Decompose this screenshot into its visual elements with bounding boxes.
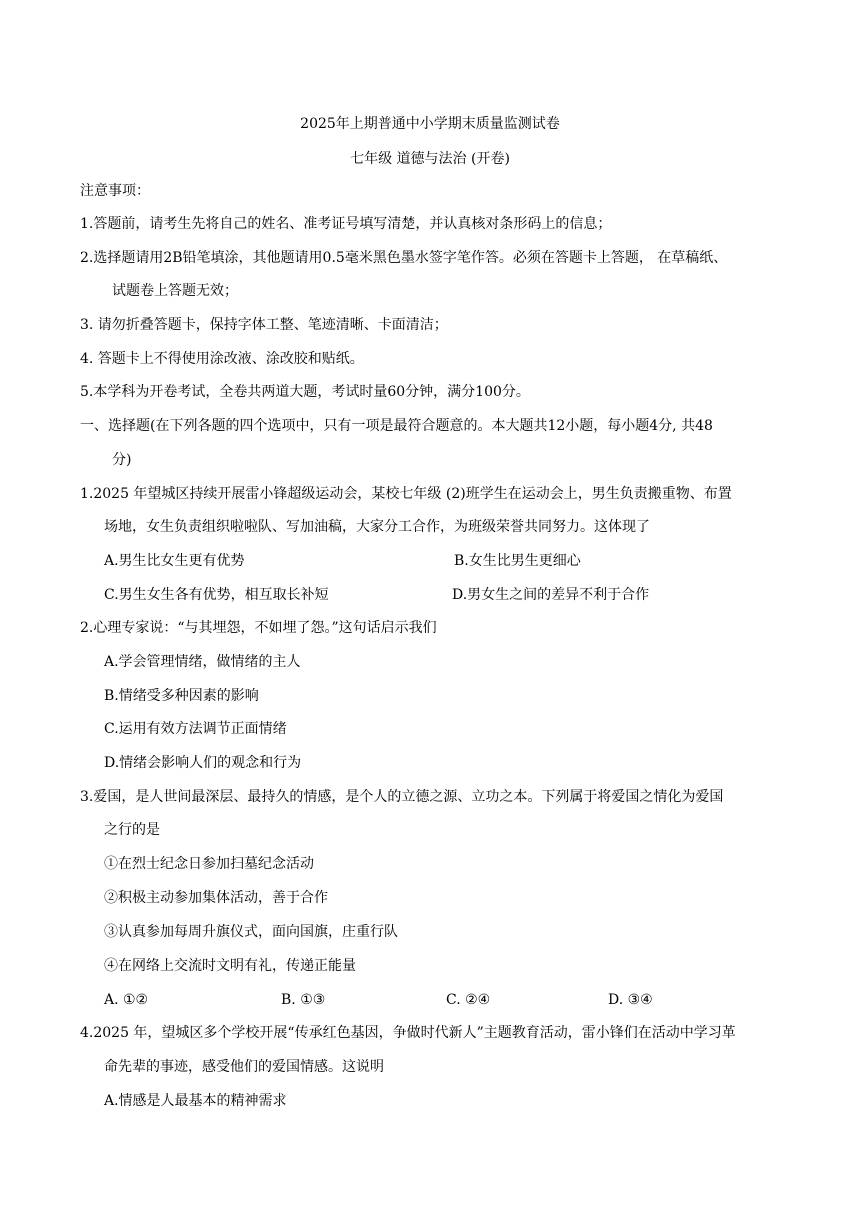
question-2-option-a: A.学会管理情绪，做情绪的主人 (104, 654, 301, 670)
question-2-option-d: D.情绪会影响人们的观念和行为 (104, 755, 302, 771)
question-2-option-c: C.运用有效方法调节正面情绪 (104, 721, 287, 737)
question-3-statement-4: ④在网络上交流时文明有礼，传递正能量 (104, 958, 356, 974)
question-4-stem: 4.2025 年，望城区多个学校开展“传承红色基因，争做时代新人”主题教育活动，雷小锋们在活动中学习革 (80, 1025, 736, 1041)
question-1-option-b: B.女生比男生更细心 (454, 553, 581, 569)
question-2-stem: 2.心理专家说：“与其埋怨，不如埋了怨。”这句话启示我们 (80, 620, 437, 636)
question-3-stem-cont: 之行的是 (104, 822, 160, 838)
question-3-statement-2: ②积极主动参加集体活动，善于合作 (104, 890, 328, 906)
section1-heading-cont: 分) (112, 452, 132, 468)
question-4-stem-cont: 命先辈的事迹，感受他们的爱国情感。这说明 (104, 1059, 384, 1075)
notice-item-2-cont: 试题卷上答题无效； (112, 283, 238, 299)
question-3-option-a: A. ①② (104, 992, 149, 1008)
question-4-option-a: A.情感是人最基本的精神需求 (104, 1093, 287, 1109)
notice-item-4: 4. 答题卡上不得使用涂改液、涂改胶和贴纸。 (80, 351, 364, 367)
question-3-stem: 3.爱国，是人世间最深层、最持久的情感，是个人的立德之源、立功之本。下列属于将爱国之情化为爱国 (80, 789, 724, 805)
question-3-statement-1: ①在烈士纪念日参加扫墓纪念活动 (104, 856, 314, 872)
question-3-option-c: C. ②④ (446, 992, 491, 1008)
exam-title: 2025年上期普通中小学期末质量监测试卷 (300, 116, 560, 132)
section1-heading: 一、选择题(在下列各题的四个选项中，只有一项是最符合题意的。本大题共12小题，每小题4分, 共48 (80, 418, 713, 434)
question-2-option-b: B.情绪受多种因素的影响 (104, 688, 259, 704)
question-1-option-d: D.男女生之间的差异不利于合作 (452, 587, 650, 603)
question-1-option-a: A.男生比女生更有优势 (104, 553, 245, 569)
question-1-stem: 1.2025 年望城区持续开展雷小锋超级运动会，某校七年级 (2)班学生在运动会上，男生负责搬重物、布置 (80, 486, 732, 502)
exam-subtitle: 七年级 道德与法治 (开卷) (350, 151, 510, 167)
notice-item-2: 2.选择题请用2B铅笔填涂，其他题请用0.5毫米黑色墨水签字笔作答。必须在答题卡上答题， 在草稿纸、 (80, 250, 728, 266)
notice-item-1: 1.答题前，请考生先将自己的姓名、准考证号填写清楚，并认真核对条形码上的信息； (80, 216, 612, 232)
question-3-option-d: D. ③④ (608, 992, 653, 1008)
notice-item-3: 3. 请勿折叠答题卡，保持字体工整、笔迹清晰、卡面清洁； (80, 317, 448, 333)
question-1-option-c: C.男生女生各有优势，相互取长补短 (104, 587, 329, 603)
notice-heading: 注意事项： (80, 183, 150, 199)
question-1-stem-cont: 场地，女生负责组织啦啦队、写加油稿，大家分工合作，为班级荣誉共同努力。这体现了 (104, 519, 650, 535)
question-3-statement-3: ③认真参加每周升旗仪式，面向国旗，庄重行队 (104, 924, 398, 940)
question-3-option-b: B. ①③ (281, 992, 326, 1008)
notice-item-5: 5.本学科为开卷考试，全卷共两道大题，考试时量60分钟，满分100分。 (80, 384, 530, 400)
